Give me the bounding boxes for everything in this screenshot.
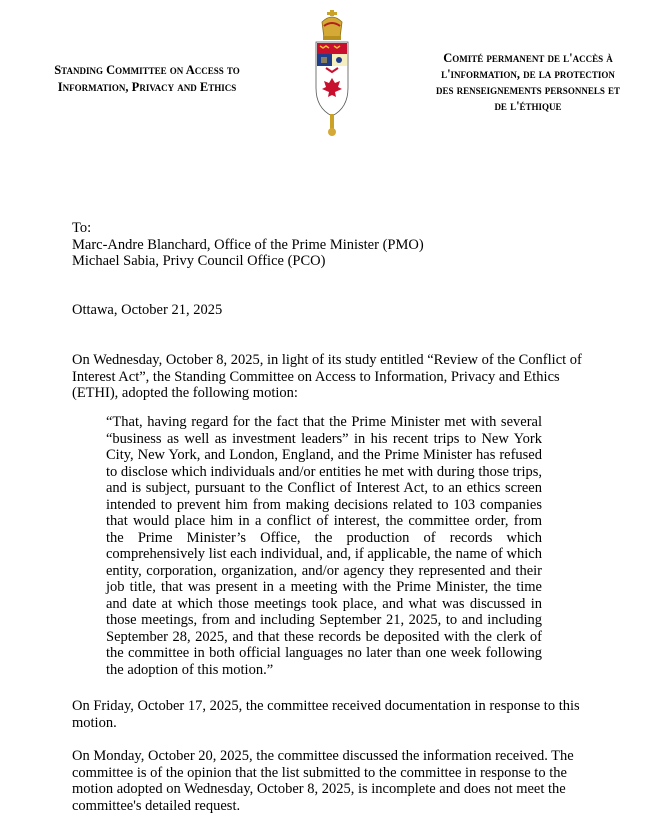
recipient-pco: Michael Sabia, Privy Council Office (PCO) xyxy=(72,253,326,269)
recipients-block xyxy=(72,220,592,270)
to-label: To: xyxy=(72,220,92,236)
recipient-pmo: Marc-Andre Blanchard, Office of the Prime Minister (PMO) xyxy=(72,236,424,253)
house-of-commons-crest-icon xyxy=(296,8,368,140)
discussion-paragraph: On Monday, October 20, 2025, the committee discussed the information received. The committee is of the opinion that the list submitted to the committee in response to the motion adopted on Wednesday, October 8, 2025, is incomplete and does not meet the committee's detailed request. xyxy=(72,748,574,814)
documentation-paragraph: On Friday, October 17, 2025, the committee received documentation in response to this motion. xyxy=(72,698,580,731)
motion-quote: “That, having regard for the fact that the Prime Minister met with several “business as well as investment leaders” in his recent trips to New York City, New York, and London, England, and the Prime Minister has refused to disclose which individuals and/or entities he met with during those trips, and is subject, pursuant to the Conflict of Interest Act, to an ethics screen intended to prevent him from making decisions related to 103 companies that would place him in a conflict of interest, the committee order, from the Prime Minister’s Office, the production of records which comprehensively list each individual, and, if applicable, the name of which entity, corporation, organization, and/or agency they represented and their job title, that was present in a meeting with the Prime Minister, the time and date at which those meetings took place, and what was discussed in those meetings, from and including September 21, 2025, to and including September 28, 2025, and that these records be deposited with the clerk of the committee in both official languages no later than one week following the adoption of this motion.” xyxy=(106,414,542,678)
intro-paragraph: On Wednesday, October 8, 2025, in light of its study entitled “Review of the Conflict of Interest Act”, the Standing Committee on Access to Information, Privacy and Ethics (ETHI), adopted the following motion: xyxy=(72,352,582,401)
committee-name-english: Standing Committee on Access to Information, Privacy and Ethics xyxy=(54,63,240,94)
place-date: Ottawa, October 21, 2025 xyxy=(72,302,223,318)
committee-name-french: Comité permanent de l'accès à l'information, de la protection des renseignements personnels et de l'éthique xyxy=(436,51,620,113)
